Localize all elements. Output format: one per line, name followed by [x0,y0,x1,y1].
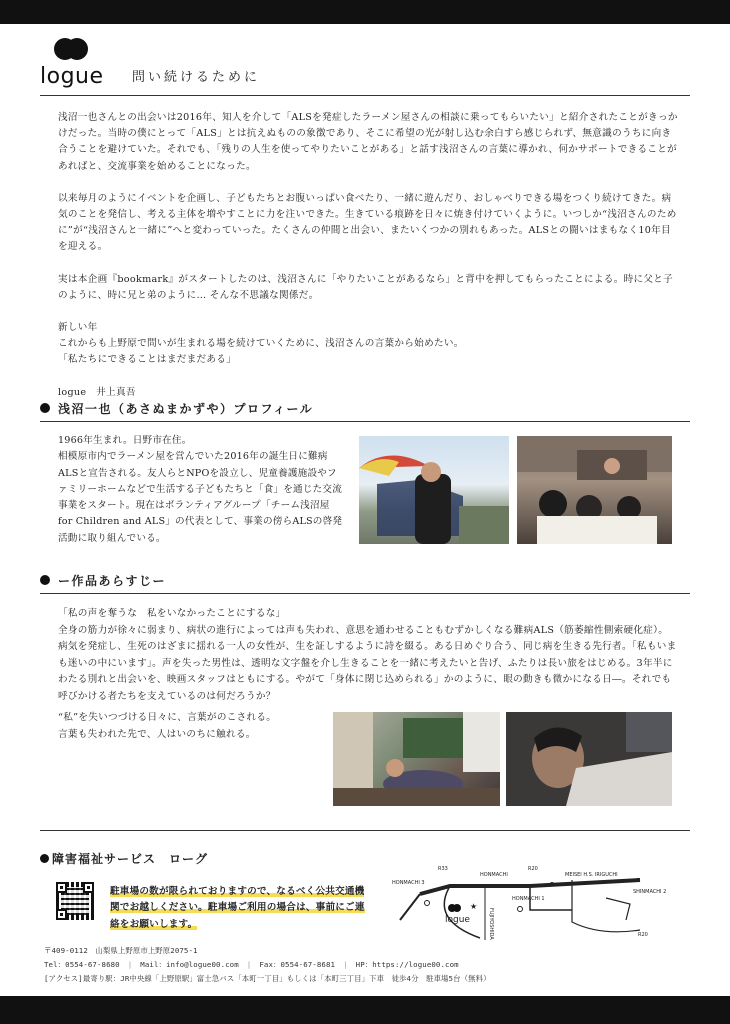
org-name [40,850,208,867]
bullet-icon [40,575,50,585]
access-info: [アクセス]最寄り駅：JR中央線「上野原駅」富士急バス「本町一丁目」もしくは「本町三丁目」下車 徒歩4分 駐車場5台（無料） [44,974,491,983]
contact-info [44,944,491,986]
profile-text: 1966年生まれ。日野市在住。 相模原市内でラーメン屋を営んでいた2016年の誕生日に難病ALSと宣告される。友人らとNPOを設立し、児童養護施設やファミリーホームなどで生活する子どもたちと「食」を通じた交流事業をスタート。現在はボランティアグループ「チーム浅沼屋 for Children and ALS」の代表として、事業の傍らALSの啓発活動に取り組んでいる。 [58,435,343,544]
access-map [390,860,680,940]
map-label-honmachi3: HONMACHI 3 [392,880,425,886]
logue-logo-icon [54,38,90,62]
signature: logue 井上真吾 [58,386,136,398]
profile-heading [40,400,690,422]
map-label-shinmachi: SHINMACHI 2 [633,889,667,895]
bullet-icon [40,854,49,863]
photo-room-care [333,712,500,806]
map-label-r20a: R20 [528,866,538,872]
photo-outdoor-event [359,436,509,544]
fax-text: Fax：0554-67-8681 [259,960,336,969]
synopsis-heading-text: ー作品あらすじー [58,574,167,588]
tel-text: Tel：0554-67-8680 [44,960,120,969]
footer-divider [40,830,690,831]
org-name-text: 障害福祉サービス ローグ [52,852,209,866]
page-title: 問い続けるために [132,70,261,85]
bottom-bar [0,996,730,1024]
homepage-link[interactable]: HP：https://logue00.com [355,960,459,969]
map-label-meisei: MEISEI H.S. IRIGUCHI [565,872,618,878]
bullet-icon [40,403,50,413]
qr-code-icon[interactable] [56,882,94,920]
intro-paragraph: 以来毎月のようにイベントを企画し、子どもたちとお腹いっぱい食べたり、一緒に遊んだり、おしゃべりできる場をつくり続けてきた。病気のことを発信し、考える主体を増やすことに力を注いできた。生きている痕跡を日々に焼き付けていくように。いつしか“浅沼さんのために”が“浅沼さんと一緒に”へと変わっていった。たくさんの仲間と出会い、またいくつかの別れもあった。ALSとの闘いはまもなく10年目を迎える。 [58,192,677,253]
postal-address: 〒409-0112 山梨県上野原市上野原2075-1 [44,946,198,955]
map-label-honmachi: HONMACHI [480,872,508,878]
synopsis-heading [40,572,690,594]
intro-paragraph: 浅沼一也さんとの出会いは2016年、知人を介して「ALSを発症したラーメン屋さんの相談に乗ってもらいたい」と紹介されたことがきっかけだった。当時の僕にとって「ALS」とは抗えぬものの象徴であり、そこに希望の光が射し込む余白すら感じられず、無意識のうちに向き合うことを避けていた。それでも、「残りの人生を使ってやりたいことがある」と話す浅沼さんの言葉に導かれ、何かサポートできることがあればと、交流事業を始めることになった。 [58,112,678,172]
intro-paragraph: 実は本企画『bookmark』がスタートしたのは、浅沼さんに「やりたいことがあるなら」と背中を押してもらったことによる。時に父と子のように、時に兄と弟のように… そんな不思議な関係だ。 [58,273,674,301]
logo-text: logue [40,64,104,89]
mail-link[interactable]: Mail：info@logue00.com [140,960,239,969]
svg-text:★: ★ [470,902,478,911]
parking-notice [110,884,372,933]
map-label-r20b: R20 [638,932,648,938]
tagline: “私”を失いつづける日々に、言葉がのこされる。 言葉も失われた先で、人はいのちに触れる。 [58,712,277,740]
intro-paragraph: 新しい年 これからも上野原で問いが生まれる場を続けていくために、浅沼さんの言葉から始めたい。 「私たちにできることはまだまだある」 [58,322,464,366]
synopsis-text: 「私の声を奪うな 私をいなかったことにするな」 全身の筋力が徐々に弱まり、病状の進行によっては声も失われ、意思を通わせることもむずかしくなる難病ALS（筋萎縮性側索硬化症）。病気を発症し、生死のはざまに揺れる一人の女性が、生を証しするように詩を綴る。ある日めぐり合う、同じ病を生きる先行者。「私もいまも迷いの中にいます」。声を失った男性は、透明な文字盤を介し生きることを一緒に考えたいと告げ、ふたりは長い旅をはじめる。3年半にわたる別れと出会いを、映画スタッフはともにする。やがて「身体に閉じ込められる」かのように、眼の動きも微かになる日―。それでも呼びかける者たちを支えているのは何だろうか？ [58,608,677,702]
map-label-fujiyoshida: FUJIYOSHIDA [488,908,494,940]
logue-map-marker-icon [448,902,477,912]
intro-text [58,110,678,417]
header [40,38,690,96]
contact-line: Tel：0554-67-8680 | Mail：info@logue00.com | Fax：0554-67-8681 | HP：https://logue00.com [44,960,459,969]
flyer-page [0,24,730,996]
map-label-honmachi1: HONMACHI 1 [512,896,545,902]
photo-patient-portrait [506,712,672,806]
profile-heading-text: 浅沼一也（あさぬまかずや）プロフィール [58,402,314,416]
map-label-logue: logue [445,915,470,925]
parking-notice-text: 駐車場の数が限られておりますので、なるべく公共交通機関でお越しください。駐車場ご利用の場合は、事前にご連絡をお願いします。 [110,886,365,930]
map-label-r33: R33 [438,866,448,872]
photo-kitchen-children [517,436,672,544]
